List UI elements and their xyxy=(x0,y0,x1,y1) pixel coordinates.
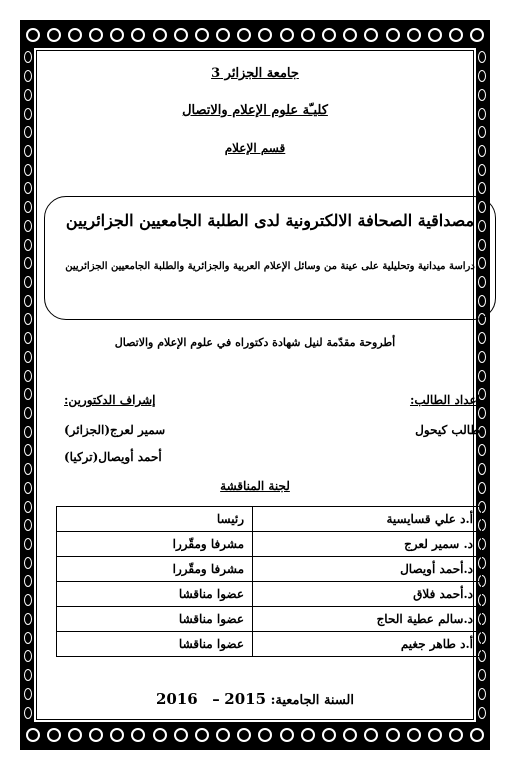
border-ornament xyxy=(24,220,32,232)
border-ornament xyxy=(174,728,188,742)
border-ornament xyxy=(24,201,32,213)
border-ornament xyxy=(24,557,32,569)
year-start: 2015 xyxy=(224,690,267,708)
border-ornament xyxy=(110,728,124,742)
border-ornament xyxy=(131,728,145,742)
title-box xyxy=(44,196,496,320)
border-ornament xyxy=(24,351,32,363)
table-row xyxy=(57,507,482,532)
border-ornament xyxy=(386,728,400,742)
border-ornament xyxy=(195,728,209,742)
supervisor-name: سمير لعرج(الجزائر) xyxy=(64,423,166,437)
border-ornament xyxy=(153,28,167,42)
member-name: أ.د طاهر جغيم xyxy=(253,632,482,657)
member-role: مشرفا ومقّررا xyxy=(57,557,253,582)
border-ornament xyxy=(301,728,315,742)
border-pattern-bottom xyxy=(22,722,488,748)
border-ornament xyxy=(24,89,32,101)
border-ornament xyxy=(216,28,230,42)
border-ornament xyxy=(478,164,486,176)
member-name: أ.د علي قسايسية xyxy=(253,507,482,532)
border-ornament xyxy=(216,728,230,742)
committee-heading: لجنة المناقشة xyxy=(220,479,290,493)
border-ornament xyxy=(478,126,486,138)
border-ornament xyxy=(364,28,378,42)
border-ornament xyxy=(110,28,124,42)
border-ornament xyxy=(301,28,315,42)
border-ornament xyxy=(153,728,167,742)
border-ornament xyxy=(26,728,40,742)
year-separator: – xyxy=(212,690,220,708)
border-ornament xyxy=(24,669,32,681)
border-ornament xyxy=(24,426,32,438)
border-ornament xyxy=(478,407,486,419)
border-ornament xyxy=(407,728,421,742)
border-ornament xyxy=(195,28,209,42)
border-ornament xyxy=(24,51,32,63)
border-ornament xyxy=(470,728,484,742)
border-ornament xyxy=(428,28,442,42)
border-ornament xyxy=(47,728,61,742)
student-heading: إعداد الطالب: xyxy=(409,393,480,407)
border-ornament xyxy=(24,295,32,307)
border-ornament xyxy=(322,28,336,42)
thesis-title: مصداقية الصحافة الالكترونية لدى الطلبة الجامعيين الجزائريين xyxy=(65,211,475,230)
member-name: د.أحمد فلاق xyxy=(253,582,482,607)
border-ornament xyxy=(237,28,251,42)
border-ornament xyxy=(478,707,486,719)
border-ornament xyxy=(449,28,463,42)
member-role: عضوا مناقشا xyxy=(57,632,253,657)
border-ornament xyxy=(24,313,32,325)
university-name: جامعة الجزائر 3 xyxy=(211,66,299,81)
border-ornament xyxy=(280,28,294,42)
border-ornament xyxy=(24,182,32,194)
border-ornament xyxy=(237,728,251,742)
border-ornament xyxy=(364,728,378,742)
border-ornament xyxy=(24,538,32,550)
table-row xyxy=(57,557,482,582)
border-ornament xyxy=(24,463,32,475)
border-ornament xyxy=(478,89,486,101)
border-ornament xyxy=(24,650,32,662)
border-ornament xyxy=(449,728,463,742)
border-ornament xyxy=(89,728,103,742)
year-end: 2016 xyxy=(155,690,198,708)
border-ornament xyxy=(478,444,486,456)
border-ornament xyxy=(24,613,32,625)
border-ornament xyxy=(478,351,486,363)
border-ornament xyxy=(322,728,336,742)
border-ornament xyxy=(24,164,32,176)
border-ornament xyxy=(24,370,32,382)
table-row xyxy=(57,532,482,557)
border-ornament xyxy=(478,669,486,681)
border-ornament xyxy=(386,28,400,42)
border-ornament xyxy=(131,28,145,42)
border-ornament xyxy=(24,707,32,719)
supervisors-heading: إشراف الدكتورين: xyxy=(64,393,156,407)
border-ornament xyxy=(343,728,357,742)
member-name: د. سمير لعرج xyxy=(253,532,482,557)
border-ornament xyxy=(24,632,32,644)
student-name: طالب كيحول xyxy=(415,423,480,437)
member-name: د.سالم عطية الحاج xyxy=(253,607,482,632)
member-role: مشرفا ومقّررا xyxy=(57,532,253,557)
member-role: عضوا مناقشا xyxy=(57,582,253,607)
border-ornament xyxy=(24,276,32,288)
border-ornament xyxy=(24,257,32,269)
academic-year xyxy=(0,690,510,708)
border-ornament xyxy=(343,28,357,42)
border-ornament xyxy=(24,501,32,513)
department-name: قسم الإعلام xyxy=(224,141,286,155)
border-ornament xyxy=(428,728,442,742)
border-ornament xyxy=(258,728,272,742)
member-role: عضوا مناقشا xyxy=(57,607,253,632)
faculty-name: كليـّة علوم الإعلام والاتصال xyxy=(182,103,328,118)
border-ornament xyxy=(47,28,61,42)
table-row xyxy=(57,582,482,607)
border-ornament xyxy=(89,28,103,42)
border-ornament xyxy=(24,126,32,138)
border-ornament xyxy=(24,407,32,419)
border-ornament xyxy=(26,28,40,42)
border-pattern-top xyxy=(22,22,488,48)
border-ornament xyxy=(407,28,421,42)
border-ornament xyxy=(478,51,486,63)
table-row xyxy=(57,607,482,632)
border-ornament xyxy=(478,463,486,475)
border-ornament xyxy=(478,182,486,194)
member-name: د.أحمد أويصال xyxy=(253,557,482,582)
border-ornament xyxy=(258,28,272,42)
border-ornament xyxy=(478,370,486,382)
supervisor-name: أحمد أويصال(تركيا) xyxy=(64,450,162,464)
member-role: رئيسا xyxy=(57,507,253,532)
border-ornament xyxy=(68,728,82,742)
academic-year-label: السنة الجامعية: xyxy=(270,693,355,708)
border-ornament xyxy=(24,444,32,456)
border-ornament xyxy=(174,28,188,42)
border-ornament xyxy=(470,28,484,42)
border-ornament xyxy=(68,28,82,42)
thesis-statement: أطروحة مقدّمة لنيل شهادة دكتوراه في علوم الإعلام والاتصال xyxy=(114,336,396,349)
table-row xyxy=(57,632,482,657)
border-ornament xyxy=(24,519,32,531)
thesis-subtitle: دراسة ميدانية وتحليلية على عينة من وسائل الإعلام العربية والجزائرية والطلبة الجامعيين الجزائريين xyxy=(65,261,475,272)
border-ornament xyxy=(24,575,32,587)
border-ornament xyxy=(280,728,294,742)
border-ornament xyxy=(24,239,32,251)
border-ornament xyxy=(24,388,32,400)
border-ornament xyxy=(24,594,32,606)
committee-table xyxy=(56,506,482,657)
